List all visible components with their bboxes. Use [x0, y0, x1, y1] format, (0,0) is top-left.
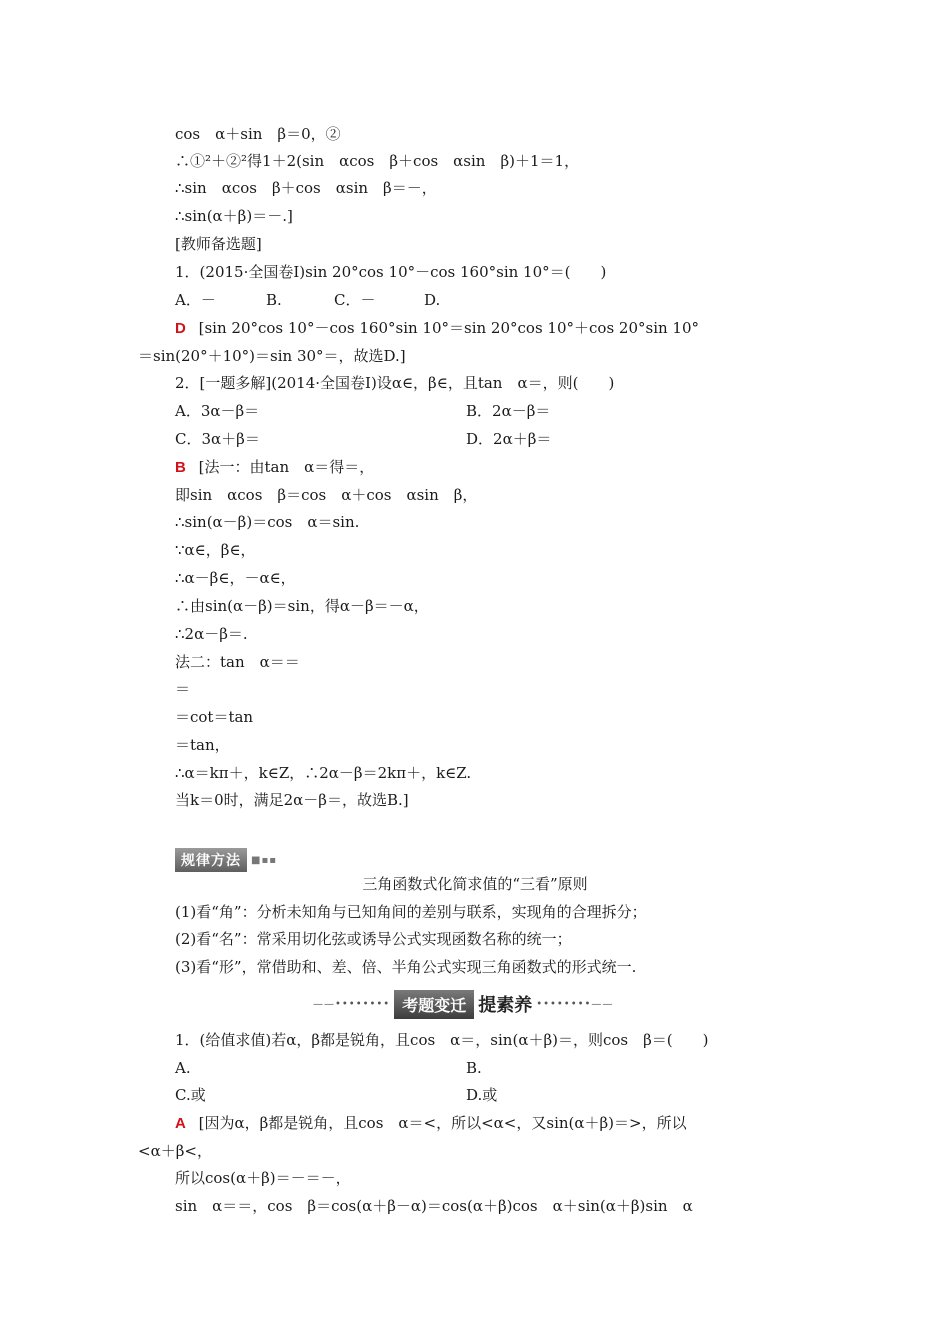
option-c: C．－ — [334, 291, 376, 309]
option-b: B. — [466, 1059, 482, 1077]
method-item: (3)看“形”，常借助和、差、倍、半角公式实现三角函数式的形式统一. — [175, 958, 637, 976]
section-heading: [教师备选题] — [175, 235, 262, 253]
option-a: A. — [175, 1059, 191, 1077]
option-c: C．3α＋β＝ — [175, 430, 260, 448]
question-stem: 2．[一题多解](2014·全国卷Ⅰ)设α∈，β∈，且tan α＝，则( ) — [175, 374, 615, 392]
answer-letter: A — [175, 1115, 186, 1132]
text-line: ∴2α－β＝. — [175, 625, 248, 643]
answer-letter: B — [175, 459, 186, 476]
answer-line — [175, 318, 699, 339]
banner-label-right: 提素养 — [478, 995, 533, 1016]
text-line: 当k＝0时，满足2α－β＝，故选B.] — [175, 791, 409, 809]
text-line: ＝cot＝tan — [175, 708, 254, 726]
text-line: ∴sin(α－β)＝cos α＝sin. — [175, 513, 360, 531]
dots-decoration: ■▪▪ — [251, 854, 278, 866]
method-title: 三角函数式化简求值的“三看”原则 — [362, 875, 588, 893]
text-line: sin α＝＝，cos β＝cos(α＋β－α)＝cos(α＋β)cos α＋sin(α＋β)sin α — [175, 1197, 693, 1215]
method-tag — [175, 848, 277, 872]
method-tag-label: 规律方法 — [175, 848, 247, 872]
method-item: (2)看“名”：常采用切化弦或诱导公式实现函数名称的统一； — [175, 930, 572, 948]
option-a: A．3α－β＝ — [175, 402, 260, 420]
answer-text: [法一：由tan α＝得＝， — [198, 458, 375, 476]
answer-letter: D — [175, 320, 186, 337]
option-c: C.或 — [175, 1086, 206, 1104]
text-line: <α＋β<， — [138, 1142, 212, 1160]
text-line: ∴α＝kπ＋，k∈Z，∴2α－β＝2kπ＋，k∈Z. — [175, 764, 472, 782]
text-line: ∵α∈，β∈， — [175, 541, 256, 559]
text-line: 即sin αcos β＝cos α＋cos αsin β， — [175, 486, 478, 504]
method-item: (1)看“角”：分析未知角与已知角间的差别与联系，实现角的合理拆分； — [175, 903, 647, 921]
text-line: ∴由sin(α－β)＝sin，得α－β＝－α， — [175, 597, 429, 615]
option-d: D．2α＋β＝ — [466, 430, 552, 448]
banner-dots-left: ——•••••••• — [313, 998, 391, 1010]
answer-text: [sin 20°cos 10°－cos 160°sin 10°＝sin 20°cos 10°＋cos 20°sin 10° — [198, 319, 700, 337]
option-d: D.或 — [466, 1086, 498, 1104]
text-line: ＝tan， — [175, 736, 230, 754]
text-line: ∴sin(α＋β)＝－.] — [175, 207, 293, 225]
text-line: ＝ — [175, 680, 191, 698]
option-b: B. — [266, 291, 282, 309]
text-line: cos α＋sin β＝0，② — [175, 125, 341, 143]
answer-line — [175, 1113, 687, 1134]
text-line: ∴α－β∈，－α∈， — [175, 569, 296, 587]
banner-label-left: 考题变迁 — [394, 990, 474, 1019]
text-line: ＝sin(20°＋10°)＝sin 30°＝，故选D.] — [138, 347, 406, 365]
section-banner — [313, 990, 633, 1018]
question-stem: 1．(2015·全国卷Ⅰ)sin 20°cos 10°－cos 160°sin 10°＝( ) — [175, 263, 607, 281]
question-stem: 1．(给值求值)若α，β都是锐角，且cos α＝，sin(α＋β)＝，则cos β＝( ) — [175, 1031, 709, 1049]
banner-dots-right: ••••••••—— — [536, 998, 614, 1010]
option-d: D. — [424, 291, 441, 309]
text-line: ∴①²＋②²得1＋2(sin αcos β＋cos αsin β)＋1＝1， — [175, 152, 580, 170]
answer-line — [175, 457, 374, 478]
answer-text: [因为α，β都是锐角，且cos α＝<，所以<α<，又sin(α＋β)＝>，所以 — [198, 1114, 687, 1132]
option-a: A．－ — [175, 291, 216, 309]
text-line: 所以cos(α＋β)＝－＝－， — [175, 1169, 351, 1187]
option-b: B．2α－β＝ — [466, 402, 551, 420]
text-line: ∴sin αcos β＋cos αsin β＝－， — [175, 179, 437, 197]
text-line: 法二：tan α＝＝ — [175, 653, 300, 671]
